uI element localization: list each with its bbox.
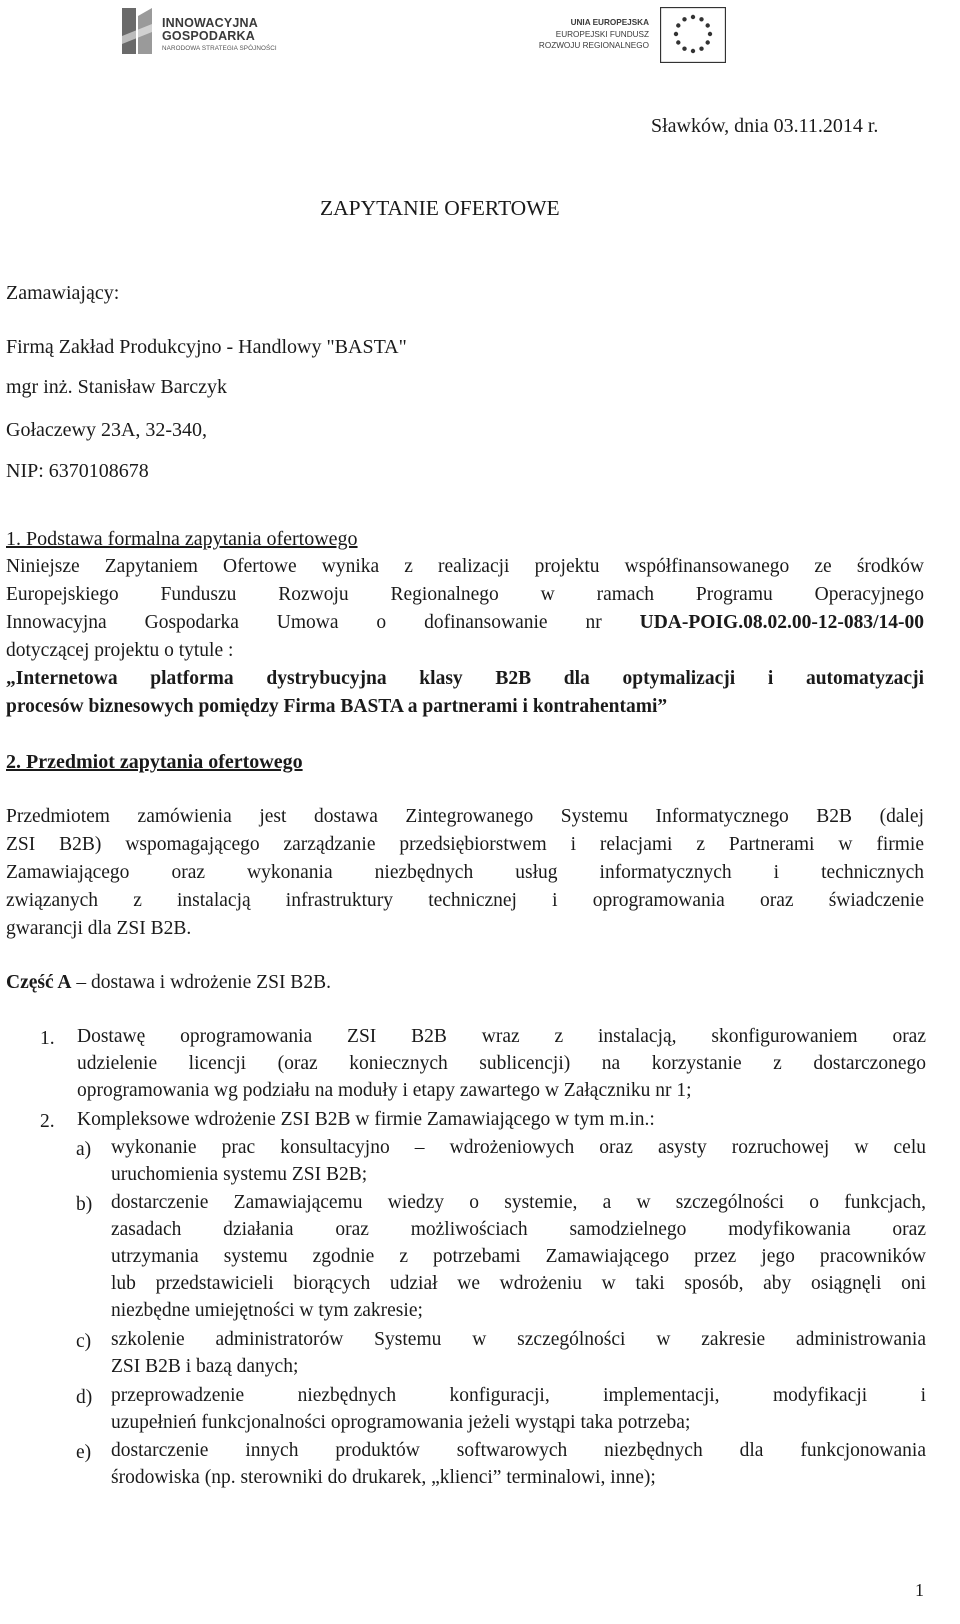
sub-list-item-line: lub przedstawicieli biorących udział we wdrożeniu w taki sposób, aby osiągnęli oni [111, 1273, 926, 1294]
innowacyjna-gospodarka-logo [120, 2, 290, 60]
project-title-line-2: procesów biznesowych pomiędzy Firma BASTA a partnerami i kontrahentami” [6, 696, 668, 717]
sub-list-item-line: zasadach działania oraz możliwościach samodzielnego modyfikowania oraz [111, 1219, 926, 1240]
sub-list-item-letter: c) [76, 1331, 92, 1352]
part-a-line [6, 971, 331, 995]
part-a-text: – dostawa i wdrożenie ZSI B2B. [71, 972, 331, 993]
sub-list-item-letter: b) [76, 1194, 93, 1215]
list-item-number: 2. [40, 1111, 55, 1132]
section2-heading: 2. Przedmiot zapytania ofertowego [6, 751, 303, 773]
zamawiajacy-nip: NIP: 6370108678 [6, 460, 149, 482]
list-item [40, 1108, 926, 1135]
document-title: ZAPYTANIE OFERTOWE [320, 196, 560, 220]
sub-list-item-line: środowiska (np. sterowniki do drukarek, „klienci” terminalowi, inne); [111, 1467, 656, 1488]
section1-line-3 [6, 611, 924, 635]
section1-line-4: dotyczącej projektu o tytule : [6, 640, 234, 661]
eu-flag-icon [660, 7, 726, 63]
logo-left-line1: INNOWACYJNA [162, 16, 258, 30]
list-item-line: Kompleksowe wdrożenie ZSI B2B w firmie Zamawiającego w tym m.in.: [77, 1109, 655, 1130]
list-item [40, 1025, 926, 1106]
list-item-line: Dostawę oprogramowania ZSI B2B wraz z instalacją, skonfigurowaniem oraz [77, 1026, 926, 1047]
logo-left-line2: GOSPODARKA [162, 29, 255, 43]
logo-right-line2: EUROPEJSKI FUNDUSZ [555, 30, 649, 39]
zamawiajacy-line-3: Gołaczewy 23A, 32-340, [6, 419, 208, 441]
eu-fund-logo [538, 6, 745, 64]
sub-list-item [76, 1136, 926, 1190]
logo-right-line1: UNIA EUROPEJSKA [570, 18, 649, 27]
section2-para-line-2: ZSI B2B) wspomagającego zarządzanie przedsiębiorstwem i relacjami z Partnerami w firmie [6, 834, 924, 855]
contract-number: UDA-POIG.08.02.00-12-083/14-00 [639, 612, 924, 633]
list-item-number: 1. [40, 1028, 55, 1049]
logo-left-line3: NARODOWA STRATEGIA SPÓJNOŚCI [162, 45, 277, 52]
section1-heading: 1. Podstawa formalna zapytania ofertowego [6, 528, 358, 550]
sub-list-item-letter: e) [76, 1442, 92, 1463]
project-title-line-1: „Internetowa platforma dystrybucyjna klasy B2B dla optymalizacji i automatyzacji [6, 668, 924, 689]
sub-list-item-letter: a) [76, 1139, 92, 1160]
sub-list-item-line: utrzymania systemu zgodnie z potrzebami Zamawiającego przez jego pracowników [111, 1246, 926, 1267]
section1-line-2: Europejskiego Funduszu Rozwoju Regionalnego w ramach Programu Operacyjnego [6, 584, 924, 605]
sub-list-item-line: uruchomienia systemu ZSI B2B; [111, 1164, 368, 1185]
sub-list-item-line: dostarczenie Zamawiającemu wiedzy o systemie, a w szczególności o funkcjach, [111, 1192, 926, 1213]
sub-list-item-line: szkolenie administratorów Systemu w szczególności w zakresie administrowania [111, 1329, 926, 1350]
zamawiajacy-label: Zamawiający: [6, 282, 120, 304]
innowacyjna-gospodarka-mark-icon [120, 6, 154, 56]
section2-para-line-1: Przedmiotem zamówienia jest dostawa Zintegrowanego Systemu Informatycznego B2B (dalej [6, 806, 924, 827]
sub-list-item-line: ZSI B2B i bazą danych; [111, 1356, 299, 1377]
part-a-label: Część A [6, 972, 72, 993]
sub-list-item-line: uzupełnień funkcjonalności oprogramowania jeżeli wystąpi taka potrzeba; [111, 1412, 691, 1433]
sub-list-item [76, 1328, 926, 1382]
page-number: 1 [915, 1580, 924, 1600]
section2-para-line-5: gwarancji dla ZSI B2B. [6, 918, 192, 939]
sub-list-item-line: dostarczenie innych produktów softwarowych niezbędnych dla funkcjonowania [111, 1440, 926, 1461]
sub-list-item [76, 1384, 926, 1438]
section2-para-line-4: związanych z instalacją infrastruktury technicznej i oprogramowania oraz świadczenie [6, 890, 924, 911]
zamawiajacy-line-2: mgr inż. Stanisław Barczyk [6, 376, 228, 398]
sub-list-item [76, 1439, 926, 1493]
section1-line-1: Niniejsze Zapytaniem Ofertowe wynika z realizacji projektu współfinansowanego ze środków [6, 556, 924, 577]
section2-para-line-3: Zamawiającego oraz wykonania niezbędnych usług informatycznych i technicznych [6, 862, 924, 883]
sub-list-item [76, 1191, 926, 1326]
section1-line-3-text: Innowacyjna Gospodarka Umowa o dofinansowanie nr [6, 612, 602, 633]
logo-right-line3: ROZWOJU REGIONALNEGO [538, 41, 649, 50]
zamawiajacy-line-1: Firmą Zakład Produkcyjno - Handlowy "BASTA" [6, 336, 407, 358]
sub-list-item-line: niezbędne umiejętności w tym zakresie; [111, 1300, 423, 1321]
date-line: Sławków, dnia 03.11.2014 r. [651, 115, 879, 137]
sub-list-item-line: przeprowadzenie niezbędnych konfiguracji, implementacji, modyfikacji i [111, 1385, 926, 1406]
list-item-line: udzielenie licencji (oraz koniecznych sublicencji) na korzystanie z dostarczonego [77, 1053, 926, 1074]
sub-list-item-line: wykonanie prac konsultacyjno – wdrożeniowych oraz asysty rozruchowej w celu [111, 1137, 926, 1158]
sub-list-item-letter: d) [76, 1387, 93, 1408]
list-item-line: oprogramowania wg podziału na moduły i etapy zawartego w Załączniku nr 1; [77, 1080, 692, 1101]
